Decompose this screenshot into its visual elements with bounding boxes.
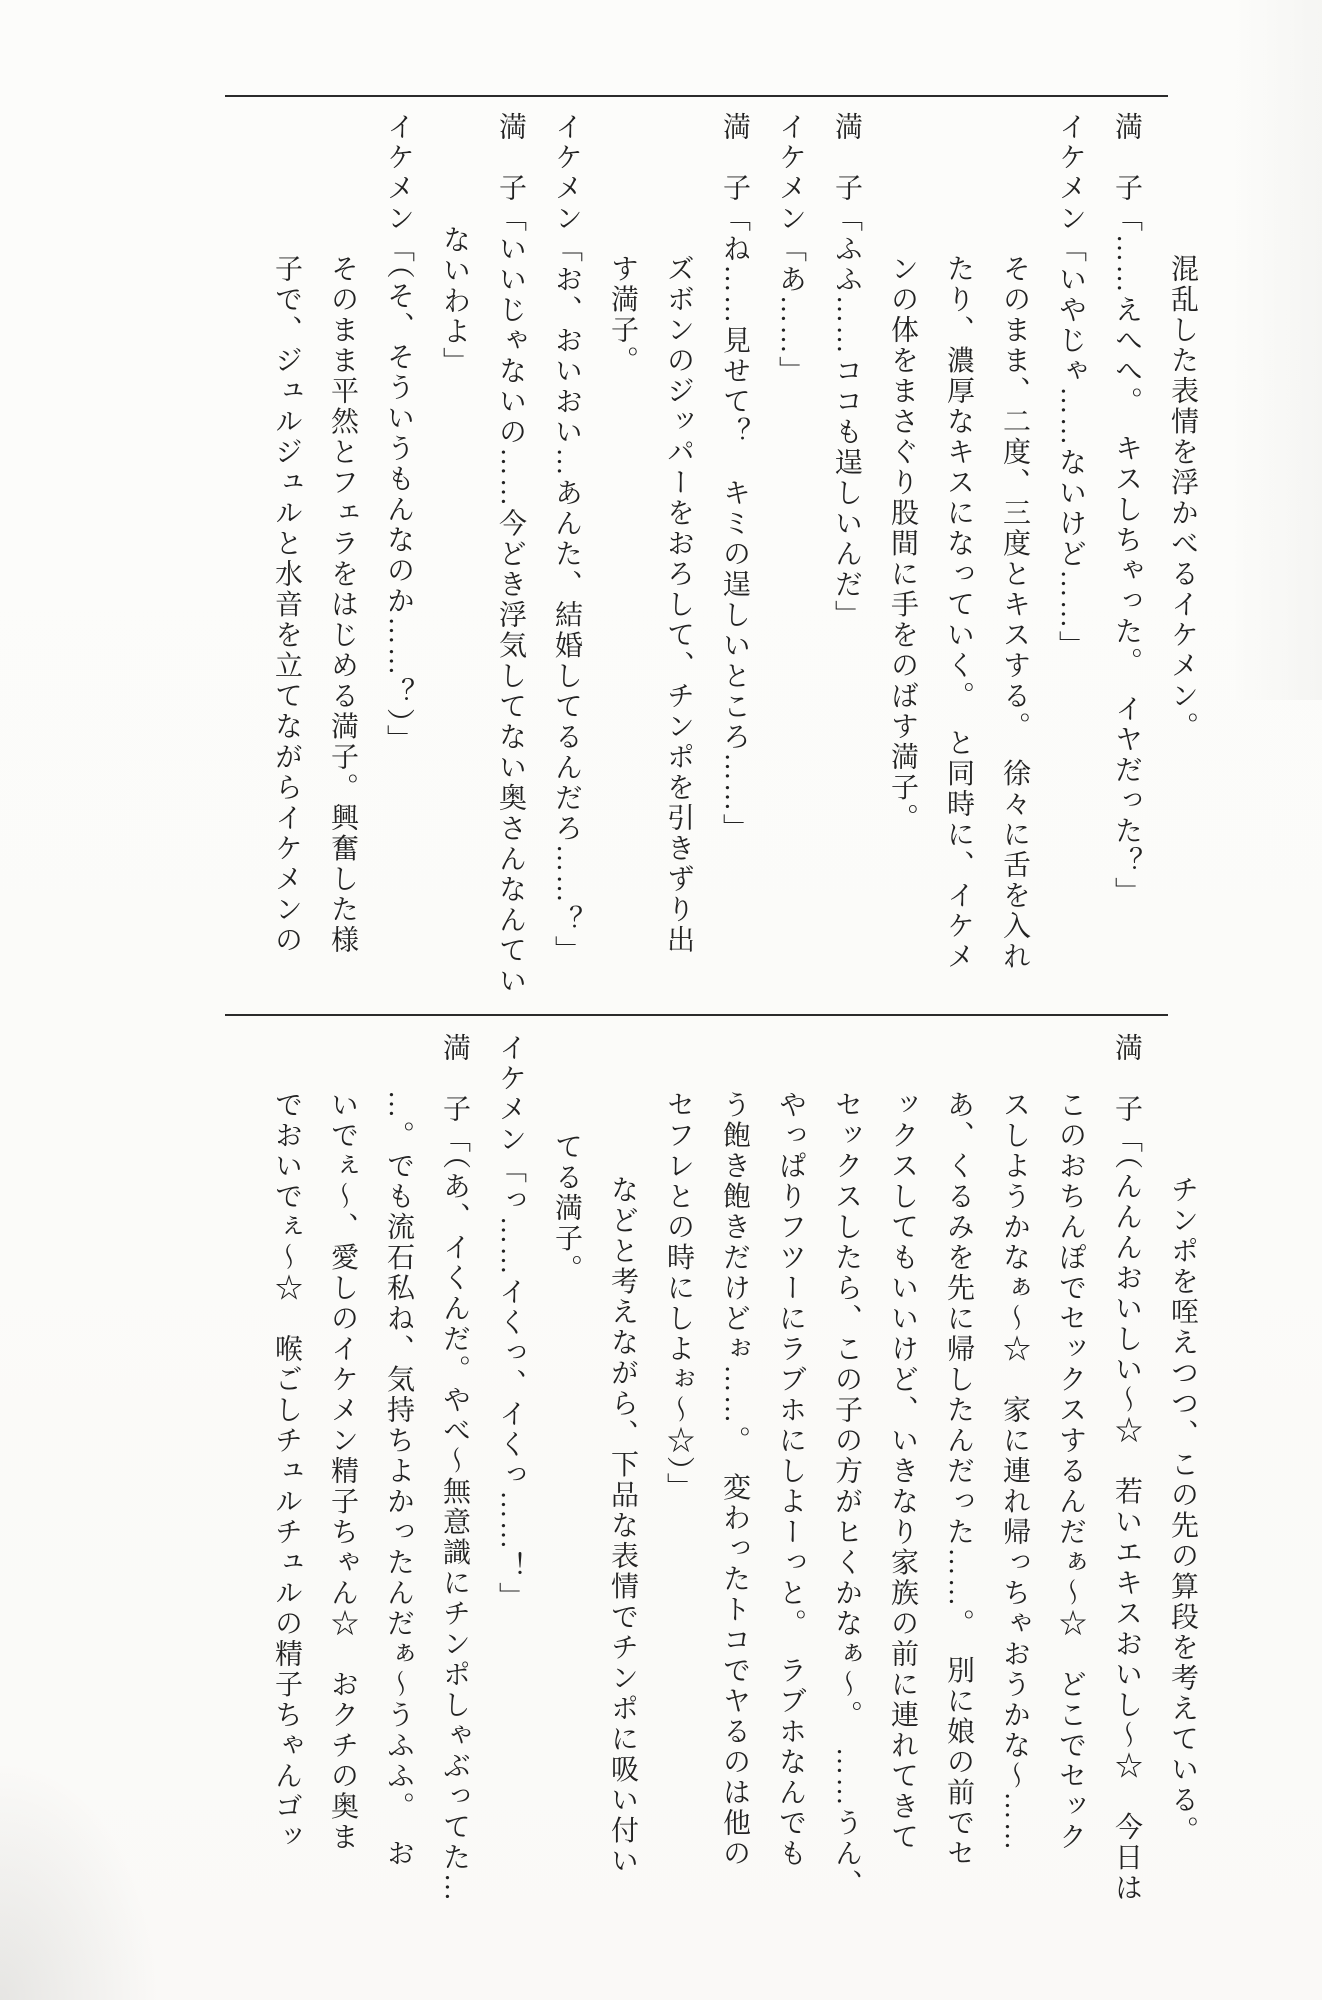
script-line: ズボンのジッパーをおろして、チンポを引きずり出	[663, 254, 694, 956]
script-line: 子で、ジュルジュルと水音を立てながらイケメンの	[271, 254, 302, 956]
script-line: 満 子「いいじゃないの……今どき浮気してない奥さんなんてい	[495, 112, 526, 997]
script-line: あ、くるみを先に帰したんだった……。 別に娘の前でセ	[943, 1090, 974, 1869]
script-line: たり、濃厚なキスになっていく。 と同時に、イケメ	[943, 254, 974, 972]
script-line: そのまま、二度、三度とキスする。 徐々に舌を入れ	[999, 254, 1030, 972]
script-line: 混乱した表情を浮かべるイケメン。	[1167, 254, 1198, 742]
script-line: イケメン「（そ、そういうもんなのか……？）」	[383, 112, 414, 755]
section-divider-middle	[225, 1014, 1168, 1016]
scan-shadow-top-right	[1232, 0, 1322, 700]
script-line: やっぱりフツーにラブホにしよーっと。 ラブホなんでも	[775, 1090, 806, 1869]
script-line: イケメン「いやじゃ……ないけど……」	[1055, 112, 1086, 661]
script-line: イケメン「あ……」	[775, 112, 806, 387]
script-line: 満 子「ね……見せて？ キミの逞しいところ……」	[719, 112, 750, 844]
script-line: す満子。	[607, 254, 638, 376]
script-line: でおいでぇ～☆ 喉ごしチュルチュルの精子ちゃんゴッ	[271, 1090, 302, 1853]
script-line: いでぇ～、愛しのイケメン精子ちゃん☆ おクチの奥ま	[327, 1090, 358, 1853]
script-line: 満 子「……えへへ。 キスしちゃった。 イヤだった？」	[1111, 112, 1142, 908]
script-line: 満 子「（んんんおいしい～☆ 若いエキスおいし～☆ 今日は	[1111, 1033, 1142, 1904]
script-line: などと考えながら、下品な表情でチンポに吸い付い	[607, 1175, 638, 1877]
script-block-1	[258, 112, 1210, 1012]
script-line: スしようかなぁ～☆ 家に連れ帰っちゃおうかな～……	[999, 1090, 1030, 1853]
script-line: イケメン「っ……イくっ、イくっ……！」	[495, 1033, 526, 1613]
script-line: 満 子「（あ、イくんだ。やべ～無意識にチンポしゃぶってた…	[439, 1033, 470, 1904]
script-line: そのまま平然とフェラをはじめる満子。興奮した様	[327, 254, 358, 956]
script-line: ないわよ」	[439, 225, 470, 378]
script-line: う飽き飽きだけどぉ……。 変わったトコでヤるのは他の	[719, 1090, 750, 1869]
script-line: このおちんぽでセックスするんだぁ～☆ どこでセック	[1055, 1090, 1086, 1853]
script-block-2	[258, 1033, 1210, 1958]
script-line: ンの体をまさぐり股間に手をのばす満子。	[887, 254, 918, 834]
script-line: セックスしたら、この子の方がヒくかなぁ～。 ……うん、	[831, 1090, 862, 1900]
script-line: ックスしてもいいけど、いきなり家族の前に連れてきて	[887, 1090, 918, 1853]
script-line: イケメン「お、おいおい…あんた、結婚してるんだろ……？」	[551, 112, 582, 966]
script-line: 満 子「ふふ……ココも逞しいんだ」	[831, 112, 862, 631]
section-divider-top	[225, 95, 1168, 97]
script-line: …。でも流石私ね、気持ちよかったんだぁ～うふふ。 お	[383, 1090, 414, 1869]
script-line: てる満子。	[551, 1132, 582, 1285]
script-line: セフレとの時にしよぉ～☆）」	[663, 1090, 694, 1503]
script-line: チンポを咥えつつ、この先の算段を考えている。	[1167, 1175, 1198, 1846]
scan-shadow-bottom-left	[0, 1760, 160, 2000]
